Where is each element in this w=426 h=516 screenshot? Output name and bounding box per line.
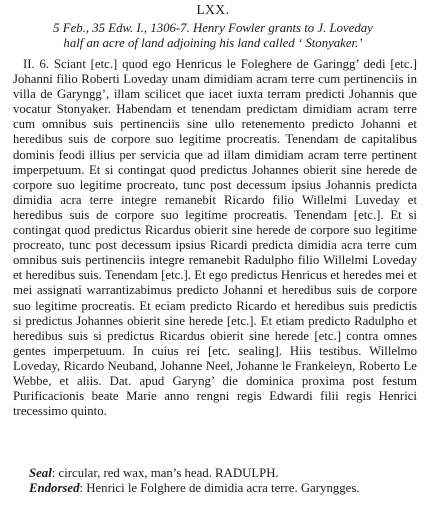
charter-body: Sciant [etc.] quod ego Henricus le Foleghere de Garingg’ dedi [etc.] Johanni filio Roberti Loveday unam dimidiam acram terre cum pertinenciis in villa de Garyngg’, illam scilicet que iacet iuxta terram predicti Johannis que vocatur Stonyaker. Habendam et tenendam predictam dimidiam acram terre cum omnibus suis pertinenciis sine ullo retenemento predicto Johanni et heredibus suis de corpore suo legitime procreatis. Tenendam de capitalibus dominis feodi illius per servicia que ad illam dimidiam acram terre pertinent imperpetuum. Et si contingat quod predictus Johannes obierit sine herede de corpore suo legitime procreato, tunc post decessum ipsius Johannis predicta dimidia acra terre integre remanebit Ricardo filio Willelmi Luveday et heredibus suis de corpore suo legitime procreatis. Tenendam [etc.]. Et si contingat quod predictus Ricardus obierit sine herede de corpore suo legitime procreato, tunc post decessum ipsius Ricardi predicta dimidia acra terre cum omnibus suis pertinenciis integre remanebit Radulpho filio Willelmi Loveday et heredibus suis. Tenendam [etc.]. Et ego predictus Henricus et heredes mei et mei assignati warrantizabimus predicto Johanni et heredibus suis de corpore suo legitime procreatis. Et eciam predicto Ricardo et heredibus suis predictis si predictus Johannes obierit sine herede [etc.]. Et etiam predicto Radulpho et heredibus suis si predictus Ricardus obierit sine herede [etc.] contra omnes gentes imperpetuum. In cuius rei [etc. sealing]. Hiis testibus. Willelmo Loveday, Ricardo Neuband, Johanne Neel, Johanne le Frankeleyn, Roberto Le Webbe, et aliis. Dat. apud Garyng’ die dominica proxima post festum Purificacionis beate Marie anno rengni regis Edwardi filii regis Henrici trecessimo quinto. <box>13 57 417 419</box>
seal-note <box>29 466 426 481</box>
seal-description: : circular, red wax, man’s head. RADULPH. <box>51 466 279 480</box>
reference-number: II. 6. <box>23 57 50 71</box>
endorsement-note <box>29 481 426 496</box>
seal-label: Seal <box>29 466 52 480</box>
charter-text <box>13 57 417 419</box>
heading-line-1: 5 Feb., 35 Edw. I., 1306-7. Henry Fowler grants to J. Loveday <box>53 21 373 35</box>
heading-line-2: half an acre of land adjoining his land called ‘ Stonyaker.’ <box>63 36 363 50</box>
endorsed-label: Endorsed <box>29 481 80 495</box>
document-number: LXX. <box>196 2 230 17</box>
endorsement-text: : Henrici le Folghere de dimidia acra terre. Garyngges. <box>79 481 360 495</box>
document-heading <box>10 21 416 51</box>
